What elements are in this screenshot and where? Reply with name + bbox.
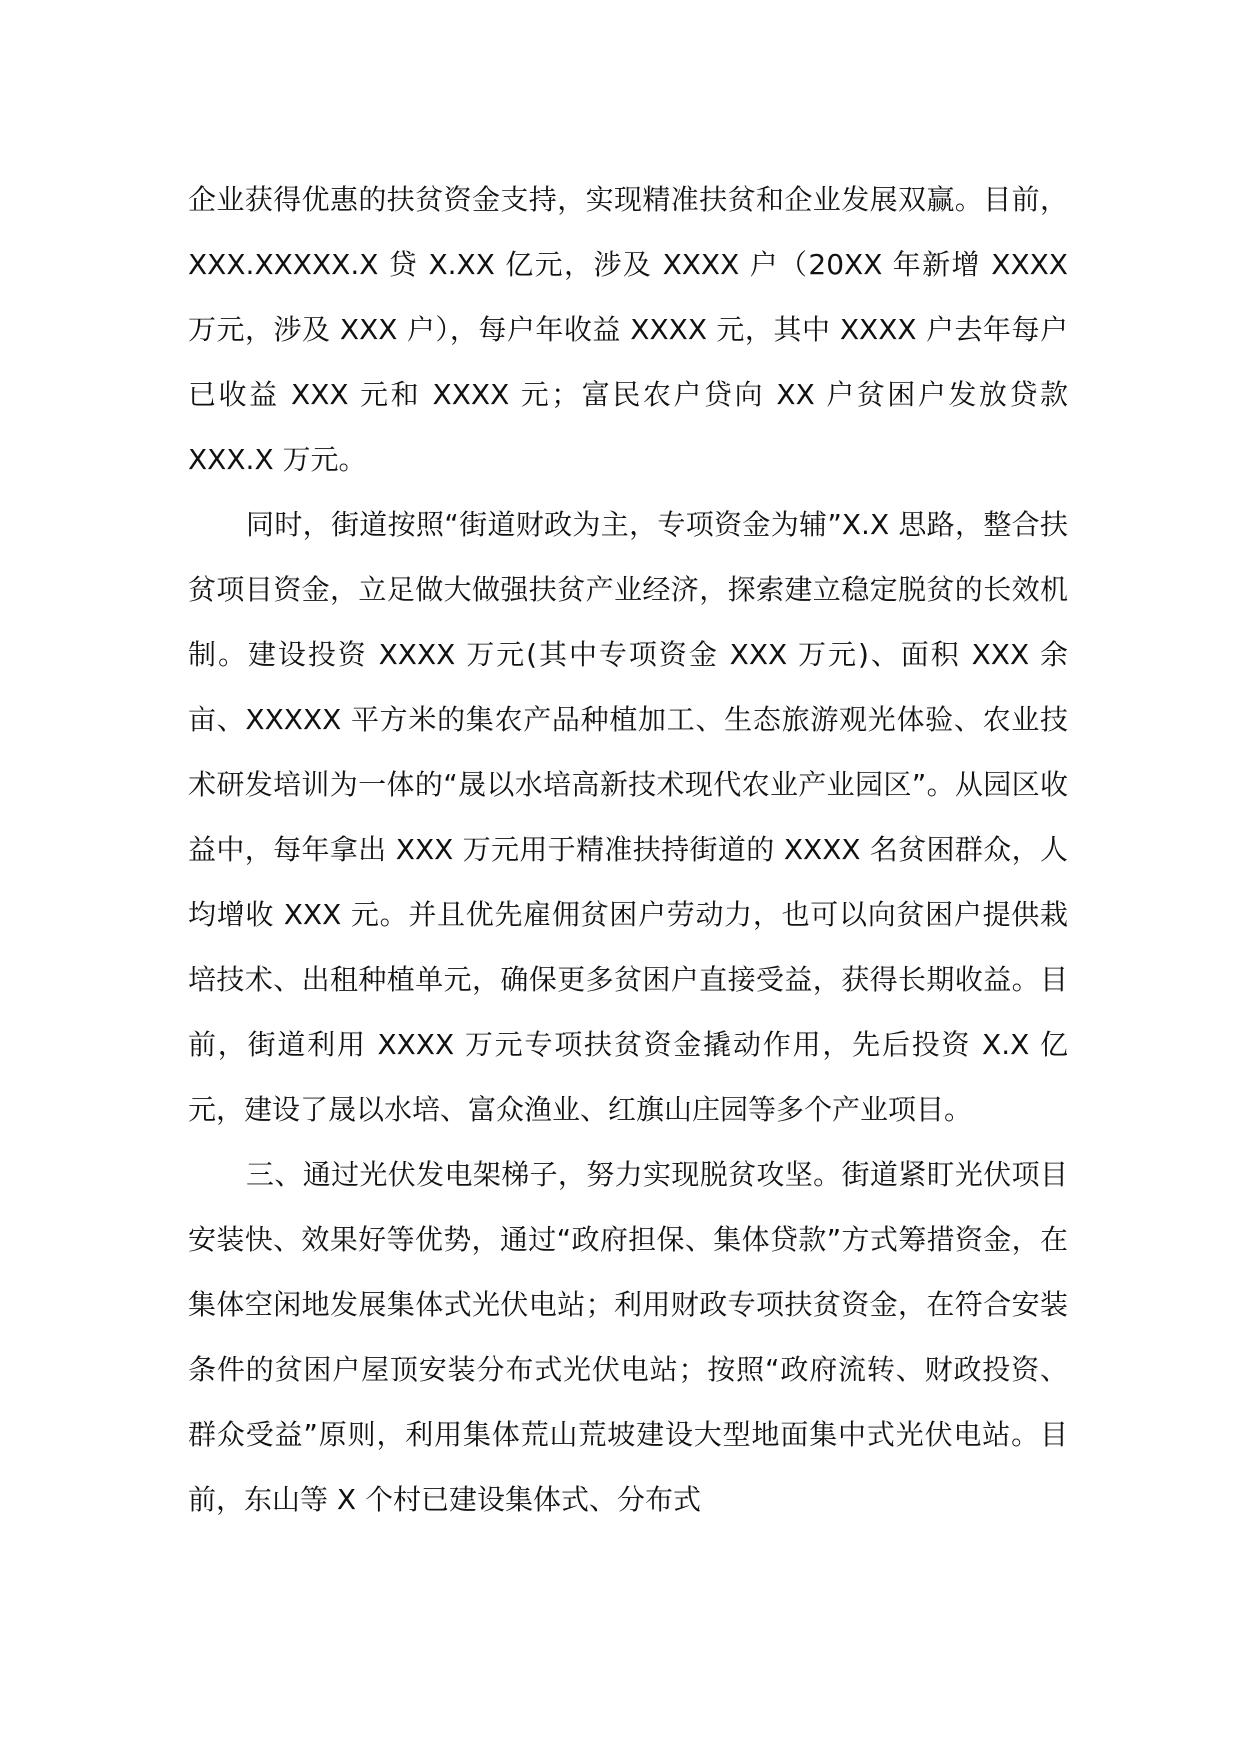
- document-body: [188, 167, 1068, 1532]
- paragraph-1: 企业获得优惠的扶贫资金支持，实现精准扶贫和企业发展双赢。目前，XXX.XXXXX.X 贷 X.XX 亿元，涉及 XXXX 户（20XX 年新增 XXXX 万元，涉及 XXX 户），每户年收益 XXXX 元，其中 XXXX 户去年每户已收益 XXX 元和 XXXX 元；富民农户贷向 XX 户贫困户发放贷款 XXX.X 万元。: [188, 183, 1068, 476]
- paragraph-2: 同时，街道按照“街道财政为主，专项资金为辅”X.X 思路，整合扶贫项目资金，立足做大做强扶贫产业经济，探索建立稳定脱贫的长效机制。建设投资 XXXX 万元(其中专项资金 XXX 万元)、面积 XXX 余亩、XXXXX 平方米的集农产品种植加工、生态旅游观光体验、农业技术研发培训为一体的“晟以水培高新技术现代农业产业园区”。从园区收益中，每年拿出 XXX 万元用于精准扶持街道的 XXXX 名贫困群众，人均增收 XXX 元。并且优先雇佣贫困户劳动力，也可以向贫困户提供栽培技术、出租种植单元，确保更多贫困户直接受益，获得长期收益。目前，街道利用 XXXX 万元专项扶贫资金撬动作用，先后投资 X.X 亿元，建设了晟以水培、富众渔业、红旗山庄园等多个产业项目。: [188, 508, 1068, 1126]
- paragraph-3: 三、通过光伏发电架梯子，努力实现脱贫攻坚。街道紧盯光伏项目安装快、效果好等优势，通过“政府担保、集体贷款”方式筹措资金，在集体空闲地发展集体式光伏电站；利用财政专项扶贫资金，在符合安装条件的贫困户屋顶安装分布式光伏电站；按照“政府流转、财政投资、群众受益”原则，利用集体荒山荒坡建设大型地面集中式光伏电站。目前，东山等 X 个村已建设集体式、分布式: [188, 1158, 1068, 1516]
